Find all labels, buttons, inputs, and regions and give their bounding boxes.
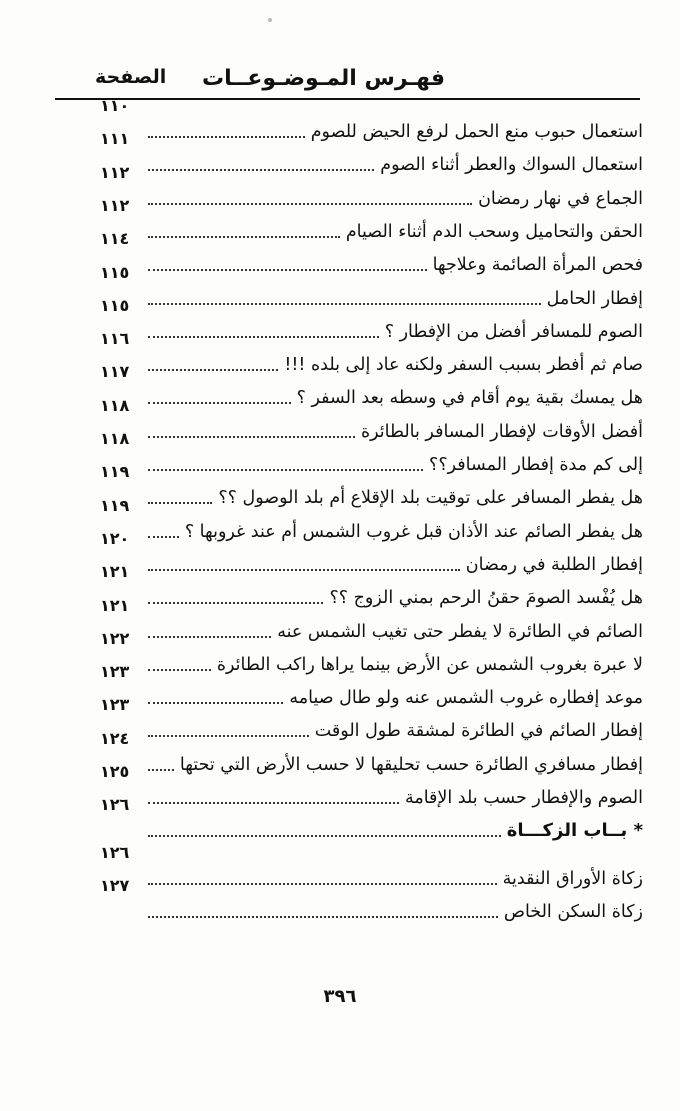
toc-entry-page: ١١٧ <box>100 362 130 382</box>
dot-leader <box>148 882 497 885</box>
toc-entry-title: هل يفطر المسافر على توقيت بلد الإقلاع أم بلد الوصول ؟؟ <box>218 488 643 509</box>
toc-entry-page: ١١٨ <box>100 429 130 448</box>
dot-leader <box>148 668 211 671</box>
toc-entry-title: أفضل الأوقات لإفطار المسافر بالطائرة <box>360 421 643 442</box>
dot-leader <box>148 468 423 471</box>
toc-entry-page: ١١٢ <box>100 162 130 182</box>
dot-leader <box>148 701 283 704</box>
dot-leader <box>148 368 278 371</box>
toc-entry-title: الصائم في الطائرة لا يفطر حتى تغيب الشمس عنه <box>277 621 643 642</box>
toc-entry-page: ١٢٣ <box>100 695 130 715</box>
toc-entry-page: ١١٤ <box>100 229 130 249</box>
dot-leader <box>148 734 309 737</box>
toc-entry-page: ١١١ <box>100 129 130 149</box>
toc-entry-page: ١٢٦ <box>100 795 130 815</box>
toc-entry-title: إلى كم مدة إفطار المسافر؟؟ <box>429 455 643 475</box>
page-number: ٣٩٦ <box>323 986 357 1007</box>
section-heading: * بــاب الزكـــاة <box>506 820 643 842</box>
dot-leader <box>148 801 399 804</box>
toc-entry-page: ١١٥ <box>100 295 130 315</box>
toc-entry-page: ١٢٠ <box>100 528 130 548</box>
toc-entry-title: إفطار الطلبة في رمضان <box>465 554 643 575</box>
dot-leader <box>148 401 291 404</box>
dot-leader <box>148 915 498 918</box>
page-header <box>55 66 640 100</box>
dot-leader <box>148 568 460 571</box>
toc-entry-page: ١٢١ <box>100 595 130 615</box>
toc-entry-title: إفطار الحامل <box>546 288 643 309</box>
toc-entry-title: زكاة الأوراق النقدية <box>502 868 643 889</box>
toc-entry-title: الجماع في نهار رمضان <box>478 188 643 209</box>
dot-leader <box>148 834 501 837</box>
toc-entry-page: ١٢٦ <box>100 842 130 862</box>
toc-entry-page: ١٢٢ <box>100 628 130 648</box>
toc-entry-page: ١٢٤ <box>100 728 130 748</box>
toc-entry-page: ١٢١ <box>100 562 130 582</box>
dot-leader <box>148 235 340 238</box>
dot-leader <box>148 168 374 171</box>
dot-leader <box>148 335 379 338</box>
dot-leader <box>148 768 174 771</box>
toc-entry-page: ١٢٧ <box>100 875 130 895</box>
toc-entry-page: ١١٩ <box>100 462 130 482</box>
toc-entry-page: ١١٠ <box>100 96 130 115</box>
toc-entry-title: هل يمسك بقية يوم أقام في وسطه بعد السفر ؟ <box>296 388 643 409</box>
dot-leader <box>148 435 355 438</box>
dot-leader <box>148 135 305 138</box>
toc-entry-title: استعمال السواك والعطر أثناء الصوم <box>380 155 643 176</box>
toc-entry-title: الصوم والإفطار حسب بلد الإقامة <box>404 788 643 808</box>
toc-entry-page: ١١٩ <box>100 495 130 515</box>
toc-entry-page: ١١٨ <box>100 395 130 415</box>
page-title: فهـرس المـوضـوعــات <box>201 66 445 91</box>
toc-entry-title: الصوم للمسافر أفضل من الإفطار ؟ <box>384 321 643 342</box>
toc-entry-title: إفطار الصائم في الطائرة لمشقة طول الوقت <box>314 721 643 742</box>
dot-leader <box>148 535 179 538</box>
dot-leader <box>148 302 541 305</box>
toc-entry-title: الحقن والتحاميل وسحب الدم أثناء الصيام <box>345 221 643 242</box>
toc-entry-page: ١٢٥ <box>100 762 130 781</box>
toc-entry-title: إفطار مسافري الطائرة حسب تحليقها لا حسب الأرض التي تحتها <box>179 754 643 775</box>
dot-leader <box>148 601 323 604</box>
toc-entry-title: لا عبرة بغروب الشمس عن الأرض بينما يراها راكب الطائرة <box>216 654 643 675</box>
toc-entry-title: فحص المرأة الصائمة وعلاجها <box>432 255 643 276</box>
toc-entry-page: ١١٥ <box>100 262 130 282</box>
dot-leader <box>148 635 271 638</box>
toc-entry <box>100 842 643 891</box>
toc-entry-page: ١١٢ <box>100 195 130 215</box>
dot-leader <box>148 501 212 504</box>
toc-entry-title: موعد إفطاره غروب الشمس عنه ولو طال صيامه <box>289 688 643 709</box>
toc-entry-title: زكاة السكن الخاص <box>503 901 643 922</box>
dot-leader <box>148 268 427 271</box>
toc-entry-title: هل يُفْسد الصومَ حقنُ الرحم بمني الزوج ؟؟ <box>329 588 643 609</box>
toc-entry-title: هل يفطر الصائم عند الأذان قبل غروب الشمس أم عند غروبها ؟ <box>184 521 643 542</box>
page-column-label: الصفحة <box>95 66 167 88</box>
toc-entry-page: ١١٦ <box>100 329 130 349</box>
toc-entry-page: ١٢٣ <box>100 662 130 682</box>
scan-mark <box>268 18 272 22</box>
dot-leader <box>148 202 472 205</box>
toc-entry <box>100 96 643 144</box>
toc-entry-title: استعمال حبوب منع الحمل لرفع الحيض للصوم <box>310 122 643 142</box>
toc-entry-title: صام ثم أفطر بسبب السفر ولكنه عاد إلى بلده !!! <box>284 355 643 376</box>
